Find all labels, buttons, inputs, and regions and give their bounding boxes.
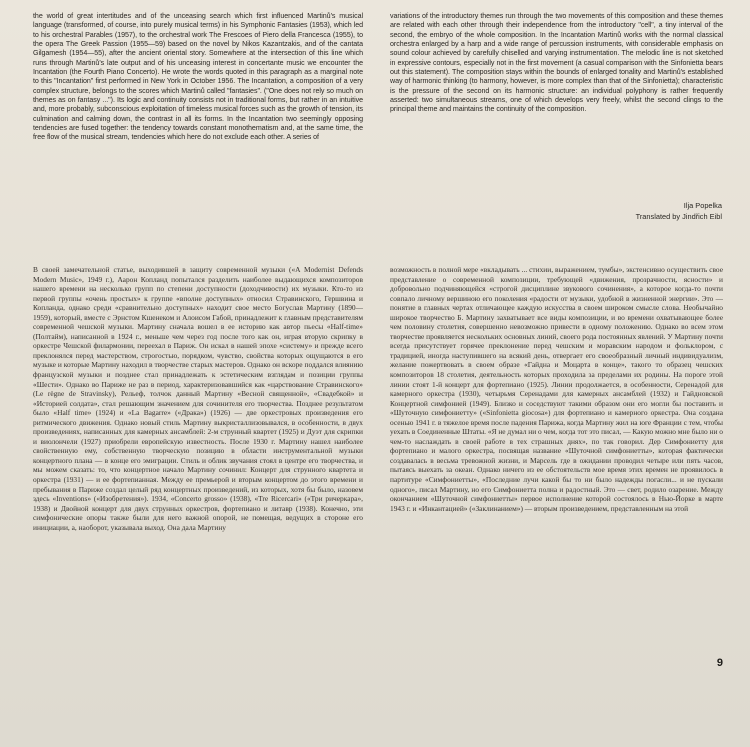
russian-text-right-column <box>390 265 723 723</box>
english-text-right-column <box>390 12 723 200</box>
russian-paragraph-left: В своей замечательной статье, выходившей в защиту современной музыки («A Modernist Defends Modern Music», 1949 г.), Аарон Копланд попытался разделить наиболее выдающихся композиторов нашего времени на несколько групп по степени доступности (доходчивости) их музыки. Кто-то из первой группы «очень простых» к группе «вполне доступных» относил Стравинского, Гершвина и Копланда, однако среди «сравнительно доступных» находит свое место Богуслав Мартину (1890—1959), который, вместе с Эрнстом Кшенеком и Алоисом Габой, принадлежит к главным представителям современной чешской музыки. Мартину сначала вошел в ее историю как автор пьесы «Half-time» (Полтайм), написанной в 1924 г., меньше чем через год после того как он, играя вторую скрипку в оркестре Чешской филармонии, переехал в Париж. Он искал в нашей эпохе «систему» и прежде всего преклонялся перед мастерством, строгостью, порядком, чувство, свойства которых ощущаются в его музыке и которые Мартину находил в творчестве старых мастеров. Однако он вскоре поддался влиянию французской музыки и позднее стал принадлежать к эстетическим взглядам и позиции группы «Шести». Однако во Париже не раз в период, характеризовавшийся как «царствование Стравинского» (Le règne de Stravinsky), Рельеф, толчок данный Мартину «Весной священной», «Свадебкой» и «Историей солдата», стал решающим значением для сочинителя его творчества. Позднее результатом было «Half time» (1924) и «La Bagarre» («Драка») (1926) — две оркестровых произведения его ритмического движения. Однако новый стиль Мартину выкристаллизовывался, в особенности, в двух произведениях, написанных для камерных ансамблей: 2-м струнный квартет (1925) и Дуэт для скрипки и виолончели (1927) приобрели европейскую известность. После 1930 г. Мартину нашел наиболее свойственную ему, собственную творческую позицию в области инструментальной музыки концертного плана — в конце его эмиграции. Стиль и облик звучания стоял в центре его творчества, и мы можем сказать: то, что концертное начало Мартину сочинил: Концерт для струнного квартета и оркестра (1931) — и ее фортепианная. Между ее премьерой и вторым концертом до этого времени и пребывания в Париже создал целый ряд концертных произведений, из которых, хотя бы было, назовем здесь «Inventions» («Изобретения»). 1934, «Concerto grosso» (1938), «Tre Ricercari» («Три ричеркара», 1938) и Двойной концерт для двух струнных оркестров, фортепиано и литавр (1938). Конечно, эти симфонические опоры также были для него важной опорой, не помещая, ведущих в стороне его инициации, а, наоборот, указывала выход. Она дала Мартину <box>33 265 363 532</box>
english-text-left-column <box>33 12 363 258</box>
page-number: 9 <box>716 657 723 669</box>
translator-credit: Translated by Jindřich Eibl <box>635 212 722 221</box>
russian-text-left-column <box>33 265 363 740</box>
russian-paragraph-right: возможность в полной мере «вкладывать ... стихии, выражением, тумбы», экстенсивно осуществить свое представление о современной композиции, требующей «движения, прозрачности, ясности» и добровольно подчиняющейся «строгой дисциплине звукового сочинения», а которое когда-то почти совпало личному вершиною его поколения «радости от музыки, удобной в жизненной энергии». Это — понятие в главных чертах отличающее каждую искусства в своем широком смысле слова. Необычайно широкое творчество Б. Мартину захватывает все виды композиции, и во времени охватывающее более чем половину столетия, совершенно невозможно привести в одному положению. Однако во всем этом творчестве проявляется нескольких основных линий, своего рода постоянных явлений. У Мартину почти всегда присутствует горячее преклонение перед чешским и моравским народом и фольклором, с традицией, иногда наступившего на всякий день, отвергает его своеобразный личный индивидуализм, желание пожертвовать в своем образе «Гайдна и Моцарта в конце», такого то образец чешских композиторов 18 столетия, деятельность которых проходила за пределами их родины. На пороге этой линии стоят 1-й концерт для фортепиано (1925). Линии продолжается, в особенности, Серенадой для камерного оркестра (1930), четырьмя Серенадами для камерных ансамблей (1932) и Гайдновской Концертной симфонией (1949). Близко и соседствуют такими образом они его могли бы поставить и «Шуточную симфониетту» («Sinfonietta giocosa») для фортепиано и камерного оркестра. Она создана осенью 1941 г. в тяжелое время после падения Парижа, когда Мартину жил на юге Франции с тем, чтобы уехать в Соединенные Штаты. «Я не думал ни о чем, когда тот это писал, — Какую можно мне было ни о чем-то наслаждать в своей работе в тех страшных днях», по так говорил. Дер Симфониетту для фортепиано и малого оркестра, посвящая название «Шуточной симфониетты», которая фактически создавалась в весьма тревожной жизни, и Марсель где в ожидании проводил четыре или пять часов, пытаясь выехать за океан. Однако ничего из ее обстоятельств мое время этих времен не проявилось в партитуре «Симфониетты», «Последние лучи какой бы то ни было надежды погасли... и не пускали одного», писал Мартину, но его Симфониетта полна и радостный. Это — свет, родило озарение. Между окончанием «Шуточной симфониетты» первое исполнение которой состоялось в Нью-Йорке в марте 1943 г. и «Инкантацией» («Заклинанием») — вторым произведением, представленным на этой <box>390 265 723 513</box>
english-paragraph-left: the world of great intertitudes and of the unceasing search which first influenced Martinů's musical language (transformed, of course, into purely musical terms) in his Symphonic Fantasies (1953), which led to his orchestral Parables (1957), to the orchestral work The Frescoes of Piero della Francesca (1955), to the opera The Greek Passion (1955—59) based on the novel by Nikos Kazantzakis, and of the cantata Gilgamesh (1954—55), after the ancient oriental story. Somewhere at the intersection of this line which runs through Martinů's late output and of his unceasing interest in concertante music we encounter the Incantation (the Fourth Piano Concerto). He wrote the words quoted in this paragraph as a marginal note to this "Incantation" first performed in New York in October 1956. The Incantation, a composition of a very complex structure, belongs to the scores which Martinů called "fantasies". ("One does not rely so much on themes as on fantasy ..."). Its logic and continuity consists not in traditional forms, but rather in an intuitive and, more probably, subconscious exploitation of timeless musical forces such as the growth of tension, its culmination and calming down, the contrast in all its forms. In the Incantation two seemingly opposing tendencies are fused together: the tendency towards constant monothematism and, at the same time, the free flow of the musical stream, tendencies which here do not exclude each other. A series of <box>33 12 363 142</box>
author-signature: Ilja Popelka <box>683 201 722 210</box>
english-paragraph-right: variations of the introductory themes run through the two movements of this composition and these themes are related with each other through their independence from the introductory "cell", a tiny interval of the second, the embryo of the whole composition. In the Incantation Martinů works with the normal classical orchestra enlarged by a harp and a wide range of percussion instruments, with considerable emphasis on sound colour achieved by carefully chiselled and varying instrumentation. The melodic line is not sketched in expressive contours, especially not in the first movement (a casual comparison with the Sinfonietta bears out this statement). The composition stays within the bounds of enlarged tonality and Martinů's established way of harmonic thinking (to harmony, however, is more complex than that of the Sinfonietta); characteristic is the pressure of the second on its harmonic structure: an individual polyphony is rather frequently asserted: two simultaneous streams, one of which develops very freely, whilst the second clings to the principal theme and maintains the continuity of the composition. <box>390 12 723 114</box>
